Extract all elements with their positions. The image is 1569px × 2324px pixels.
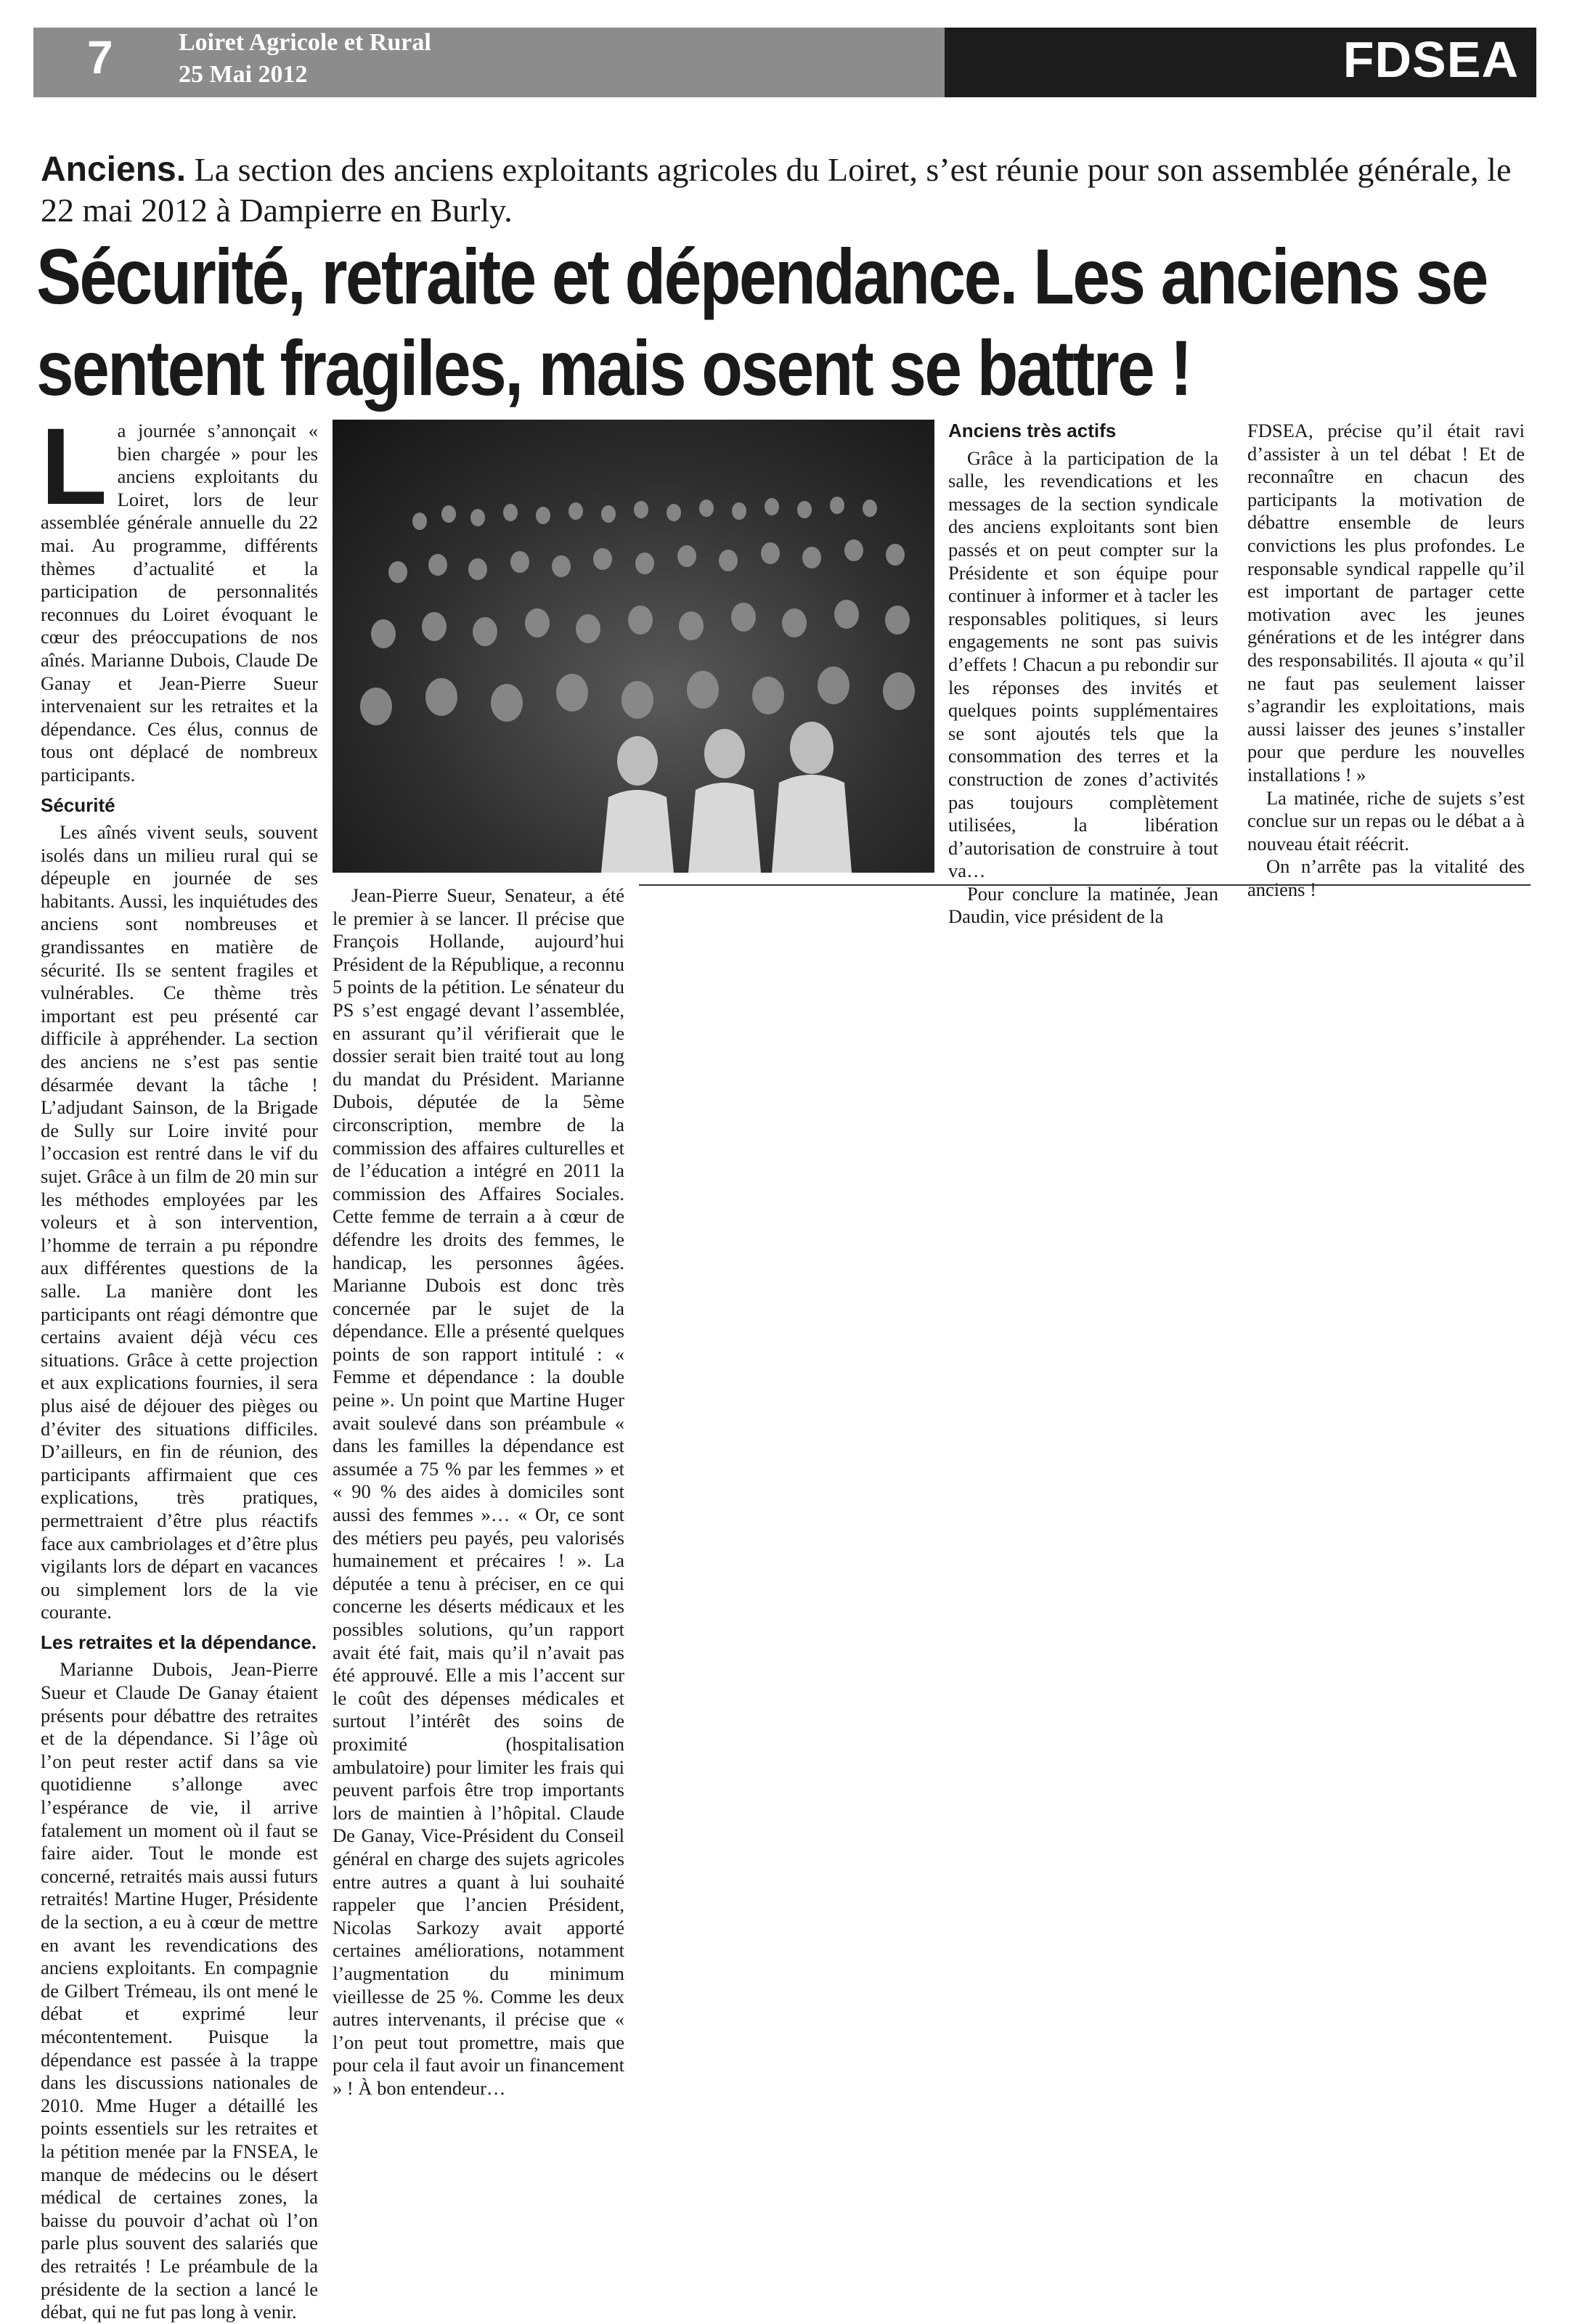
subheading-retraites: Les retraites et la dépendance.: [41, 1631, 317, 1653]
paragraph-fdsea: FDSEA, précise qu’il était ravi d’assister à un tel débat ! Et de reconnaître en chacun des participants la motivation de débattre ensemble de leurs convictions les plus profondes. Le responsable syndical rappelle qu’il est important de partager cette motivation avec les jeunes générations et de les intégrer dans des responsabilités. Il ajouta « qu’il ne faut pas seulement laisser s’agrandir les exploitations, mais aussi laisser des jeunes s’installer pour que perdure les nouvelles installations ! »: [1247, 420, 1525, 786]
masthead: [33, 28, 1536, 97]
section-label: FDSEA: [1342, 31, 1519, 88]
masthead-gray-band: [33, 28, 945, 97]
paragraph-vitalite: On n’arrête pas la vitalité des anciens !: [1247, 855, 1525, 900]
paragraph-anciens-actifs: Grâce à la participation de la salle, les revendications et les messages de la section syndicale des anciens exploitants sont bien passés et on peut compter sur la Présidente et son équipe pour continuer à informer et à tacler les responsables politiques, si leurs engagements ne sont pas suivis d’effets ! Chacun a pu rebondir sur les réponses des invités et quelques points supplémentaires se sont ajoutés tels que la consommation des terres et la construction de zones d’activités pas toujours complètement utilisées, la libération d’autorisation de construire à tout va…: [948, 447, 1218, 882]
paragraph-retraites: Marianne Dubois, Jean-Pierre Sueur et Claude De Ganay étaient présents pour débattre des retraites et de la dépendance. Si l’âge où l’on peut rester actif dans sa vie quotidienne s’allonge avec l’espérance de vie, il arrive fatalement un moment où il faut se faire aider. Tout le monde est concerné, retraités mais aussi futurs retraités! Martine Huger, Présidente de la section, a eu à cœur de mettre en avant les revendications des anciens exploitants. En compagnie de Gilbert Trémeau, ils ont mené le débat et exprimé leur mécontentement. Puisque la dépendance est passée à la trappe dans les discussions nationales de 2010. Mme Huger a détaillé les points essentiels sur les retraites et la pétition menée par la FNSEA, le manque de médecins ou le désert médical de certaines zones, la baisse du pouvoir d’achat où l’on parle plus souvent des salariés que des retraités ! Le préambule de la présidente de la section a lancé le débat, qui ne fut pas long à venir.: [41, 1658, 318, 2323]
masthead-section-band: [945, 28, 1536, 97]
paragraph-repas: La matinée, riche de sujets s’est conclue sur un repas ou le débat a à nouveau était réécrit.: [1247, 786, 1525, 855]
chapeau-kicker: Anciens.: [41, 150, 187, 189]
paragraph-conclusion-start: Pour conclure la matinée, Jean Daudin, vice président de la: [948, 882, 1218, 928]
drop-cap: L: [41, 405, 107, 527]
article-column-4: [1247, 420, 1525, 901]
article-column-2: [333, 884, 624, 2100]
page-number: 7: [87, 31, 113, 83]
article-chapeau: [41, 150, 1529, 231]
column-divider-rule: [639, 884, 1531, 886]
intro-paragraph: La journée s’annonçait « bien chargée » pour les anciens exploitants du Loiret, lors de leur assemblée générale annuelle du 22 mai. Au programme, différents thèmes d’actualité et la participation de personnalités reconnues du Loiret évoquant le cœur des préoccupations de nos aînés. Marianne Dubois, Claude De Ganay et Jean-Pierre Sueur intervenaient sur les retraites et la dépendance. Ces élus, connus de tous ont déplacé de nombreux participants.: [41, 405, 318, 786]
article-headline: Sécurité, retraite et dépendance. Les anciens se sentent fragiles, mais osent se battre !: [36, 232, 1487, 412]
article-column-1: [41, 405, 318, 2324]
publication-date: 25 Mai 2012: [179, 61, 308, 88]
subheading-securite: Sécurité: [41, 794, 115, 816]
subheading-anciens-actifs: Anciens très actifs: [948, 420, 1117, 441]
assembly-photo: [333, 420, 934, 873]
chapeau-text: La section des anciens exploitants agricoles du Loiret, s’est réunie pour son assemblée générale, le 22 mai 2012 à Dampierre en Burly.: [41, 151, 1512, 229]
article-column-3: [948, 420, 1218, 929]
paragraph-intervenants: Jean-Pierre Sueur, Senateur, a été le premier à se lancer. Il précise que François Hollande, aujourd’hui Président de la République, a reconnu 5 points de la pétition. Le sénateur du PS s’est engagé devant l’assemblée, en assurant qu’il vérifierait que le dossier serait bien traité tout au long du mandat du Président. Marianne Dubois, députée de la 5ème circonscription, membre de la commission des affaires culturelles et de l’éducation a intégré en 2011 la commission des Affaires Sociales. Cette femme de terrain a à cœur de défendre les droits des femmes, le handicap, les personnes âgées. Marianne Dubois est donc très concernée par le sujet de la dépendance. Elle a présenté quelques points de son rapport intitulé : « Femme et dépendance : la double peine ». Un point que Martine Huger avait soulevé dans son préambule « dans les familles la dépendance est assumée a 75 % par les femmes » et « 90 % des aides à domiciles sont aussi des femmes »… « Or, ce sont des métiers peu payés, peu valorisés humainement et précaires ! ». La députée a tenu à préciser, en ce qui concerne les déserts médicaux et les possibles solutions, qu’un rapport avait été fait, mais qu’il n’avait pas été approuvé. Elle a mis l’accent sur le coût des dépenses médicales et surtout l’intérêt des soins de proximité (hospitalisation ambulatoire) pour limiter les frais qui peuvent parfois être trop importants lors de maintien à l’hôpital. Claude De Ganay, Vice-Président du Conseil général en charge des sujets agricoles entre autres a quant à lui souhaité rappeler que l’ancien Président, Nicolas Sarkozy avait apporté certaines améliorations, notamment l’augmentation du minimum vieillesse de 25 %. Comme les deux autres intervenants, il précise que « l’on peut tout promettre, mais que pour cela il faut avoir un financement » ! À bon entendeur…: [333, 884, 624, 2099]
publication-name: Loiret Agricole et Rural: [179, 29, 431, 56]
audience-illustration: [333, 420, 934, 873]
paragraph-securite: Les aînés vivent seuls, souvent isolés dans un milieu rural qui se dépeuple en journée de ses habitants. Aussi, les inquiétudes des anciens sont nombreuses et grandissantes en matière de sécurité. Ils se sentent fragiles et vulnérables. Ce thème très important est peu présenté car difficile à appréhender. La section des anciens ne s’est pas sentie désarmée devant la tâche ! L’adjudant Sainson, de la Brigade de Sully sur Loire invité pour l’occasion est rentré dans le vif du sujet. Grâce à un film de 20 min sur les méthodes employées par les voleurs et à son intervention, l’homme de terrain a pu répondre aux différentes questions de la salle. La manière dont les participants ont réagi démontre que certains avaient déjà vécu ces situations. Grâce à cette projection et aux explications fournies, il sera plus aisé de déjouer des pièges ou d’éviter des situations difficiles. D’ailleurs, en fin de réunion, des participants affirmaient que ces explications, très pratiques, permettraient d’être plus réactifs face aux cambriolages et d’être plus vigilants lors de départ en vacances ou simplement lors de la vie courante.: [41, 821, 318, 1623]
